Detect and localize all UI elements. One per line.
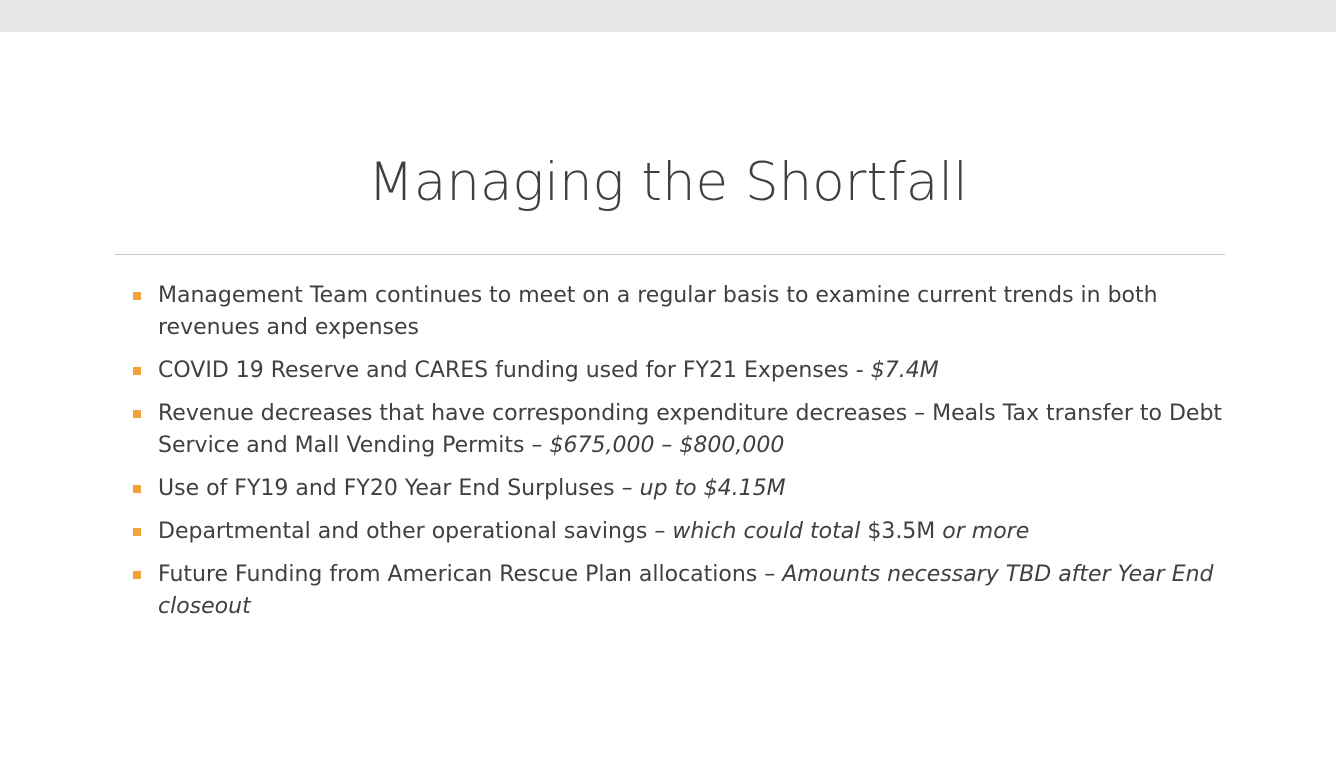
bullet-emphasis: Amounts necessary TBD after Year End closeout [158, 562, 1214, 619]
bullet-list [133, 280, 1233, 634]
square-bullet-icon [133, 410, 141, 418]
square-bullet-icon [133, 367, 141, 375]
title-divider [115, 254, 1225, 255]
square-bullet-icon [133, 292, 141, 300]
top-band [0, 0, 1336, 32]
bullet-item [133, 516, 1233, 548]
bullet-item [133, 355, 1233, 387]
bullet-text: Revenue decreases that have corresponding expenditure decreases – Meals Tax transfer to Debt Service and Mall Vending Permits – [158, 401, 1223, 458]
bullet-text: COVID 19 Reserve and CARES funding used for FY21 Expenses - [158, 358, 871, 383]
bullet-emphasis: $7.4M [870, 358, 939, 383]
bullet-item [133, 280, 1233, 344]
bullet-emphasis: $675,000 – $800,000 [549, 433, 785, 458]
bullet-item [133, 473, 1233, 505]
bullet-item [133, 559, 1233, 623]
bullet-text-amount: $3.5M [860, 519, 936, 544]
bullet-item [133, 398, 1233, 462]
square-bullet-icon [133, 528, 141, 536]
bullet-text: Use of FY19 and FY20 Year End Surpluses – [158, 476, 640, 501]
bullet-text: Management Team continues to meet on a regular basis to examine current trends in both revenues and expenses [158, 283, 1158, 340]
bullet-emphasis: which could total [672, 519, 861, 544]
bullet-emphasis-tail: or more [935, 519, 1030, 544]
bullet-emphasis: up to $4.15M [639, 476, 786, 501]
square-bullet-icon [133, 485, 141, 493]
slide-title: Managing the Shortfall [368, 152, 968, 213]
bullet-text: Departmental and other operational savings – [158, 519, 673, 544]
square-bullet-icon [133, 571, 141, 579]
bullet-text: Future Funding from American Rescue Plan allocations – [158, 562, 783, 587]
